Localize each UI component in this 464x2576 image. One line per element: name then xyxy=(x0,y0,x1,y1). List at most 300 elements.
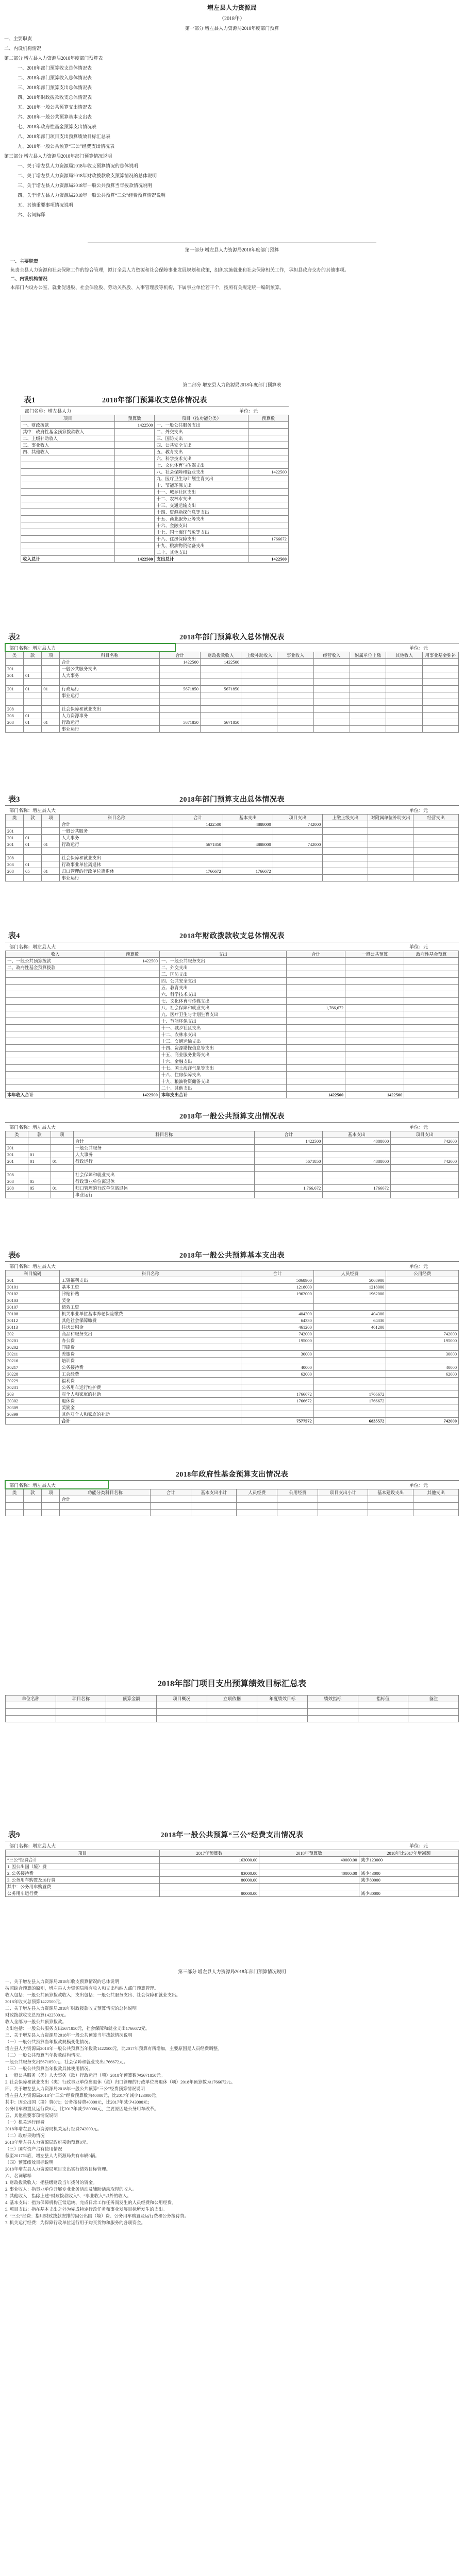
dept-name: 部门名称：增左县人大 xyxy=(9,1483,56,1488)
table-cell xyxy=(106,1709,157,1716)
toc-item[interactable]: 九、2018年一般公共预算“三公”经费支出情况表 xyxy=(18,144,114,149)
table-cell xyxy=(358,1702,408,1709)
table-cell xyxy=(413,1503,459,1510)
table-cell: 公务用车运行费 xyxy=(6,1890,160,1897)
table-cell xyxy=(422,692,458,699)
column-header: 公用经费 xyxy=(386,1270,459,1277)
table-cell xyxy=(277,713,313,719)
toc-item[interactable]: 一、主要职责 xyxy=(4,36,32,41)
toc-item[interactable]: 五、其他重要事项情况说明 xyxy=(18,202,74,208)
table-cell xyxy=(350,659,386,666)
table-cell xyxy=(345,1025,404,1031)
table-number: 表2 xyxy=(8,633,20,641)
table-row xyxy=(6,1371,459,1378)
table-cell xyxy=(323,861,368,868)
table-cell xyxy=(248,476,289,482)
table-cell: 1766672 xyxy=(313,1398,386,1404)
column-header: 项目支出 xyxy=(391,1131,459,1138)
table-cell xyxy=(391,1165,459,1172)
table-cell xyxy=(21,529,115,536)
table-row xyxy=(21,502,289,509)
table-row xyxy=(6,1398,459,1404)
table-cell: 九、医疗卫生与计划生育支出 xyxy=(155,476,248,482)
data-table xyxy=(5,1270,459,1425)
table-cell: 一、财政拨款 xyxy=(21,422,115,429)
table-cell xyxy=(413,861,459,868)
table-cell: 合计 xyxy=(60,659,159,666)
note-line: 财政拨款收支总预算1422500元。 xyxy=(5,2012,69,2018)
header-row xyxy=(6,815,459,821)
table-cell xyxy=(207,1702,257,1709)
column-header: 上缴上级支出 xyxy=(323,815,368,821)
table-cell xyxy=(24,692,42,699)
table-row xyxy=(6,1877,459,1884)
table-cell xyxy=(350,692,386,699)
table-cell xyxy=(257,1709,308,1716)
table-cell xyxy=(286,985,345,991)
table-cell: 差旅费 xyxy=(60,1351,241,1358)
column-header: 项 xyxy=(51,1131,73,1138)
table-cell: 十七、国土海洋气象等支出 xyxy=(155,529,248,536)
table-title: 2018年部门预算收支总体情况表 xyxy=(102,397,207,404)
table-row xyxy=(6,998,459,1005)
table-cell xyxy=(345,964,404,971)
unit-label: 单位：元 xyxy=(409,808,428,813)
table-cell xyxy=(404,985,459,991)
table-row xyxy=(21,489,289,496)
table-cell xyxy=(241,1384,314,1391)
table-cell: 30228 xyxy=(6,1371,60,1378)
table-row xyxy=(6,1018,459,1025)
table-cell xyxy=(51,1172,73,1178)
table-cell xyxy=(223,848,273,855)
table-cell xyxy=(105,1078,159,1085)
column-header: 用事业基金弥补 xyxy=(422,652,458,659)
table-cell: 十六、金融支出 xyxy=(155,522,248,529)
table-cell: 208 xyxy=(6,706,24,713)
table-cell xyxy=(6,659,24,666)
toc-item[interactable]: 六、2018年一般公共预算基本支出表 xyxy=(18,114,92,120)
column-header: 政府性基金预算 xyxy=(404,951,459,958)
table-cell xyxy=(42,821,60,828)
table-cell xyxy=(42,1496,60,1503)
table-cell: 208 xyxy=(6,855,24,861)
table-cell xyxy=(277,679,313,686)
table-row xyxy=(6,692,459,699)
table-cell xyxy=(105,971,159,978)
table-row xyxy=(6,1138,459,1145)
table-cell: 十九、粮油物资储备支出 xyxy=(159,1078,286,1085)
table-cell xyxy=(42,1503,60,1510)
table-cell: 十九、粮油物资储备支出 xyxy=(155,543,248,549)
table-cell: 30201 xyxy=(6,1337,60,1344)
table-cell: 208 xyxy=(6,1172,28,1178)
table-cell xyxy=(21,522,115,529)
table-cell xyxy=(323,1165,391,1172)
toc-item[interactable]: 七、2018年政府性基金预算支出情况表 xyxy=(18,124,97,129)
toc-item[interactable]: 第三部分 增左县人力资源局2018年部门预算情况说明 xyxy=(4,154,112,159)
table-cell xyxy=(408,1702,459,1709)
table-cell xyxy=(56,1709,106,1716)
table-cell xyxy=(114,522,155,529)
column-header: 项 xyxy=(42,652,60,659)
table-cell: 二、外交支出 xyxy=(159,964,286,971)
table-cell xyxy=(386,1391,459,1398)
column-header: 预算数 xyxy=(114,415,155,422)
table-cell xyxy=(386,1398,459,1404)
table-cell: 减少123000 xyxy=(359,1857,458,1863)
table-cell: 01 xyxy=(42,868,60,875)
toc-item[interactable]: 二、2018年部门预算收入总体情况表 xyxy=(18,75,92,80)
table-cell xyxy=(223,861,273,868)
part2-header: 第二部分 增左县人力资源局2018年度部门预算表 xyxy=(183,382,281,387)
total-cell: 本年收入合计 xyxy=(6,1092,105,1098)
toc-item[interactable]: 一、2018年部门预算收支总体情况表 xyxy=(18,65,92,71)
table-cell xyxy=(159,692,200,699)
table-cell xyxy=(105,1065,159,1072)
table-cell xyxy=(368,828,413,835)
table-row xyxy=(6,1317,459,1324)
table-cell xyxy=(200,679,241,686)
table-cell xyxy=(345,1005,404,1011)
table-cell xyxy=(114,449,155,455)
table-cell xyxy=(313,1351,386,1358)
table-cell xyxy=(391,1151,459,1158)
table-cell: 5068900 xyxy=(313,1277,386,1284)
column-header: 功能分类科目名称 xyxy=(60,1489,151,1496)
table-cell xyxy=(173,828,223,835)
table-cell xyxy=(241,706,277,713)
table-cell xyxy=(323,848,368,855)
table-cell: 64330 xyxy=(241,1317,314,1324)
total-cell: 1422500 xyxy=(114,556,155,563)
table-row xyxy=(6,1145,459,1151)
table-cell xyxy=(277,726,313,733)
column-header: 单位名称 xyxy=(6,1696,56,1702)
table-row xyxy=(21,496,289,502)
table-cell xyxy=(277,659,313,666)
table-row xyxy=(6,706,459,713)
table-cell xyxy=(422,659,458,666)
table-cell xyxy=(257,1716,308,1722)
table-cell: 二十、其他支出 xyxy=(155,549,248,556)
table-cell xyxy=(404,1078,459,1085)
table-cell xyxy=(42,1510,60,1516)
table-cell: 30112 xyxy=(6,1317,60,1324)
table-cell xyxy=(286,1018,345,1025)
table-cell xyxy=(277,1510,318,1516)
table-cell: 对个人和家庭的补助 xyxy=(60,1391,241,1398)
table-cell xyxy=(359,1863,458,1870)
note-line: 3. 其他收入：指除上述“财政拨款收入”、“事业收入”以外的收入。 xyxy=(5,2193,131,2198)
table-cell: 01 xyxy=(24,686,42,692)
table-row xyxy=(6,1384,459,1391)
table-cell xyxy=(24,699,42,706)
table-cell xyxy=(313,1297,386,1304)
column-header: 上级补助收入 xyxy=(241,652,277,659)
toc-item[interactable]: 四、2018年财政拨款收支总体情况表 xyxy=(18,95,92,100)
table-cell xyxy=(28,1138,51,1145)
table-cell xyxy=(105,1045,159,1052)
table-cell: 十三、交通运输支出 xyxy=(159,1038,286,1045)
table-cell: 培训费 xyxy=(60,1358,241,1364)
table-row xyxy=(6,659,459,666)
table-cell xyxy=(114,536,155,543)
table-cell xyxy=(413,848,459,855)
unit-label: 单位：元 xyxy=(409,1125,428,1130)
table-cell xyxy=(255,1165,323,1172)
table-cell xyxy=(313,1304,386,1311)
table-cell: 64330 xyxy=(313,1317,386,1324)
table-cell: 01 xyxy=(28,1158,51,1165)
column-header: 附属单位上缴 xyxy=(350,652,386,659)
table-cell xyxy=(350,719,386,726)
toc-item[interactable]: 二、关于增左县人力资源局2018年财政拨款收支预算情况的总体说明 xyxy=(18,173,157,178)
table-cell xyxy=(200,713,241,719)
table-cell: 30102 xyxy=(6,1291,60,1297)
toc-item[interactable]: 第二部分 增左县人力资源局2018年度部门预算表 xyxy=(4,56,103,61)
table-cell: 201 xyxy=(6,686,24,692)
table-row xyxy=(6,1045,459,1052)
column-header: 项目支出小计 xyxy=(318,1489,368,1496)
note-line: 三、关于增左县人力资源局2018年一般公共预算当年拨款情况说明 xyxy=(5,2032,132,2038)
table-cell xyxy=(241,692,277,699)
note-line: 收入包括：一般公共预算拨款收入；支出包括：一般公共服务支出、社会保障和就业支出。 xyxy=(5,1992,181,1997)
table-cell xyxy=(151,1510,191,1516)
table-cell xyxy=(286,978,345,985)
table-cell xyxy=(248,482,289,489)
table-row xyxy=(6,1510,459,1516)
table-cell xyxy=(24,706,42,713)
table-cell: 社会保障和就业支出 xyxy=(73,1172,255,1178)
table-cell xyxy=(323,1192,391,1198)
table-cell xyxy=(286,958,345,964)
table-cell xyxy=(42,699,60,706)
table-cell: 商品和服务支出 xyxy=(60,1331,241,1337)
column-header: 类 xyxy=(6,652,24,659)
table-cell xyxy=(422,699,458,706)
table-cell xyxy=(413,855,459,861)
column-header: 年度绩效目标 xyxy=(257,1696,308,1702)
table-cell xyxy=(223,875,273,882)
table-cell: 30309 xyxy=(6,1404,60,1411)
table-cell xyxy=(273,875,323,882)
data-table xyxy=(5,1489,459,1516)
column-header: 款 xyxy=(24,815,42,821)
table-cell: 195000 xyxy=(386,1337,459,1344)
table-cell xyxy=(259,1890,359,1897)
table-cell xyxy=(413,868,459,875)
table-cell xyxy=(114,435,155,442)
table-cell: 一、一般公共服务支出 xyxy=(159,958,286,964)
table-cell: 742000 xyxy=(391,1158,459,1165)
table-cell: 742000 xyxy=(391,1138,459,1145)
table-row xyxy=(6,1496,459,1503)
table-cell xyxy=(241,679,277,686)
table-cell xyxy=(24,875,42,882)
table-cell xyxy=(105,1018,159,1025)
table-cell: 163000.00 xyxy=(159,1857,259,1863)
table-cell xyxy=(248,429,289,435)
table-cell xyxy=(6,1138,28,1145)
table-cell xyxy=(248,529,289,536)
column-header: 项 xyxy=(42,815,60,821)
total-cell: 本年支出合计 xyxy=(159,1092,286,1098)
table-cell: 461200 xyxy=(241,1324,314,1331)
unit-label: 单位：元 xyxy=(239,409,258,414)
column-header: 一般公共预算 xyxy=(345,951,404,958)
table-row xyxy=(6,1072,459,1078)
toc-item[interactable]: 五、2018年一般公共预算支出情况表 xyxy=(18,105,92,110)
table-cell xyxy=(386,1344,459,1351)
table-row xyxy=(6,666,459,672)
table-cell xyxy=(200,706,241,713)
toc-item[interactable]: 二、内设机构情况 xyxy=(4,46,42,51)
table-cell: 公务接待费 xyxy=(60,1364,241,1371)
table-cell xyxy=(345,1031,404,1038)
note-line: （二）一般公共预算当年拨款结构情况。 xyxy=(5,2053,85,2058)
table-cell xyxy=(24,848,42,855)
table-cell: 奖励金 xyxy=(60,1404,241,1411)
table-cell: 40000.00 xyxy=(259,1857,359,1863)
table-cell xyxy=(323,821,368,828)
table-cell: 302 xyxy=(6,1331,60,1337)
table-cell: 其他对个人和家庭的补助 xyxy=(60,1411,241,1418)
table-row xyxy=(6,821,459,828)
table-cell xyxy=(28,1165,51,1172)
table-cell xyxy=(368,1510,413,1516)
column-header: 2017年预算数 xyxy=(159,1850,259,1857)
table-cell xyxy=(21,469,115,476)
table-cell xyxy=(413,841,459,848)
toc-item[interactable]: 三、关于增左县人力资源局2018年一般公共预算当年拨款情况说明 xyxy=(18,183,153,188)
table-cell: 二、上级补助收入 xyxy=(21,435,115,442)
table-cell xyxy=(277,666,313,672)
table-row xyxy=(6,1065,459,1072)
table-cell xyxy=(404,998,459,1005)
table-cell: 1,766,672 xyxy=(255,1185,323,1192)
table-cell: 5671850 xyxy=(173,841,223,848)
table-cell xyxy=(191,1496,237,1503)
table-cell xyxy=(6,991,105,998)
table-cell xyxy=(105,964,159,971)
table-cell: 01 xyxy=(42,719,60,726)
table-cell: 十五、商业服务业等支出 xyxy=(159,1052,286,1058)
table-cell xyxy=(323,868,368,875)
table-cell xyxy=(28,1145,51,1151)
table-9 xyxy=(5,1826,459,1897)
table-row xyxy=(6,1038,459,1045)
table-cell xyxy=(404,1085,459,1092)
table-cell xyxy=(223,835,273,841)
table-cell xyxy=(241,1404,314,1411)
table-cell: 742000 xyxy=(273,821,323,828)
note-line: 5. 项目支出：指在基本支出之外为完成特定行政任务和事业发展目标所发生的支出。 xyxy=(5,2207,168,2212)
table-cell xyxy=(273,855,323,861)
note-line: 一般公共服务支出5671850元；社会保障和就业支出1766672元。 xyxy=(5,2059,128,2064)
toc-item[interactable]: 八、2018年部门项目支出预算绩效目标汇总表 xyxy=(18,134,111,139)
table-cell xyxy=(241,1378,314,1384)
table-cell xyxy=(350,672,386,679)
table-row xyxy=(6,1716,459,1722)
table-cell xyxy=(277,1503,318,1510)
column-header: 其他收入 xyxy=(386,652,422,659)
duty-text: 负责全县人力资源和社会保障工作的综合管理，拟订全县人力资源和社会保障事业发展规划和政策，组织实施就业和社会保障相关工作，承担县政府交办的其他事项。 xyxy=(10,267,350,273)
table-cell xyxy=(345,1072,404,1078)
table-cell xyxy=(350,699,386,706)
toc-item[interactable]: 三、2018年部门预算支出总体情况表 xyxy=(18,85,92,90)
column-header: 财政拨款收入 xyxy=(200,652,241,659)
table-cell xyxy=(359,1884,458,1890)
table-cell: 30217 xyxy=(6,1364,60,1371)
table-cell xyxy=(386,1291,459,1297)
table-cell xyxy=(248,522,289,529)
table-cell: 社会保障和就业支出 xyxy=(60,855,173,861)
table-cell xyxy=(313,666,350,672)
table-cell xyxy=(6,1052,105,1058)
table-cell xyxy=(60,848,173,855)
note-line: （二）政府采购情况 xyxy=(5,2133,45,2138)
table-cell xyxy=(386,1284,459,1291)
table-cell xyxy=(6,1496,24,1503)
table-cell xyxy=(422,726,458,733)
table-cell xyxy=(307,1702,358,1709)
table-cell xyxy=(413,1510,459,1516)
table-cell xyxy=(273,848,323,855)
table-cell xyxy=(277,1496,318,1503)
table-cell xyxy=(114,442,155,449)
table-cell xyxy=(223,828,273,835)
table-cell xyxy=(323,855,368,861)
table-row xyxy=(6,1702,459,1709)
table-cell xyxy=(6,821,24,828)
dept-name: 部门名称：增左县人力 xyxy=(25,409,72,414)
table-cell xyxy=(114,529,155,536)
total-row xyxy=(6,1418,459,1425)
toc-item[interactable]: 六、名词解释 xyxy=(18,212,46,217)
table-cell xyxy=(42,692,60,699)
table-cell xyxy=(114,489,155,496)
table-cell xyxy=(248,489,289,496)
table-cell: 四、其他收入 xyxy=(21,449,115,455)
table-cell xyxy=(404,1058,459,1065)
table-cell: 01 xyxy=(51,1158,73,1165)
table-cell xyxy=(422,719,458,726)
table-row xyxy=(6,848,459,855)
table-cell: 合计 xyxy=(73,1138,255,1145)
table-cell xyxy=(404,1072,459,1078)
table-cell: 1962000 xyxy=(313,1291,386,1297)
column-header: 类 xyxy=(6,1131,28,1138)
table-cell xyxy=(237,1496,277,1503)
table-cell xyxy=(21,516,115,522)
table-cell: 01 xyxy=(24,713,42,719)
table-row xyxy=(21,442,289,449)
toc-item[interactable]: 四、关于增左县人力资源局2018年一般公共预算“三公”经费预算情况说明 xyxy=(18,193,165,198)
table-cell xyxy=(277,719,313,726)
table-cell: 01 xyxy=(28,1151,51,1158)
table-cell xyxy=(345,958,404,964)
table-cell xyxy=(207,1716,257,1722)
toc-item[interactable]: 一、关于增左县人力资源局2018年收支预算情况的总体说明 xyxy=(18,163,139,168)
table-row xyxy=(6,964,459,971)
table-cell: 事业运行 xyxy=(60,692,159,699)
table-cell xyxy=(24,666,42,672)
table-cell xyxy=(200,699,241,706)
table-cell xyxy=(277,699,313,706)
table-cell xyxy=(350,713,386,719)
table-cell xyxy=(404,958,459,964)
